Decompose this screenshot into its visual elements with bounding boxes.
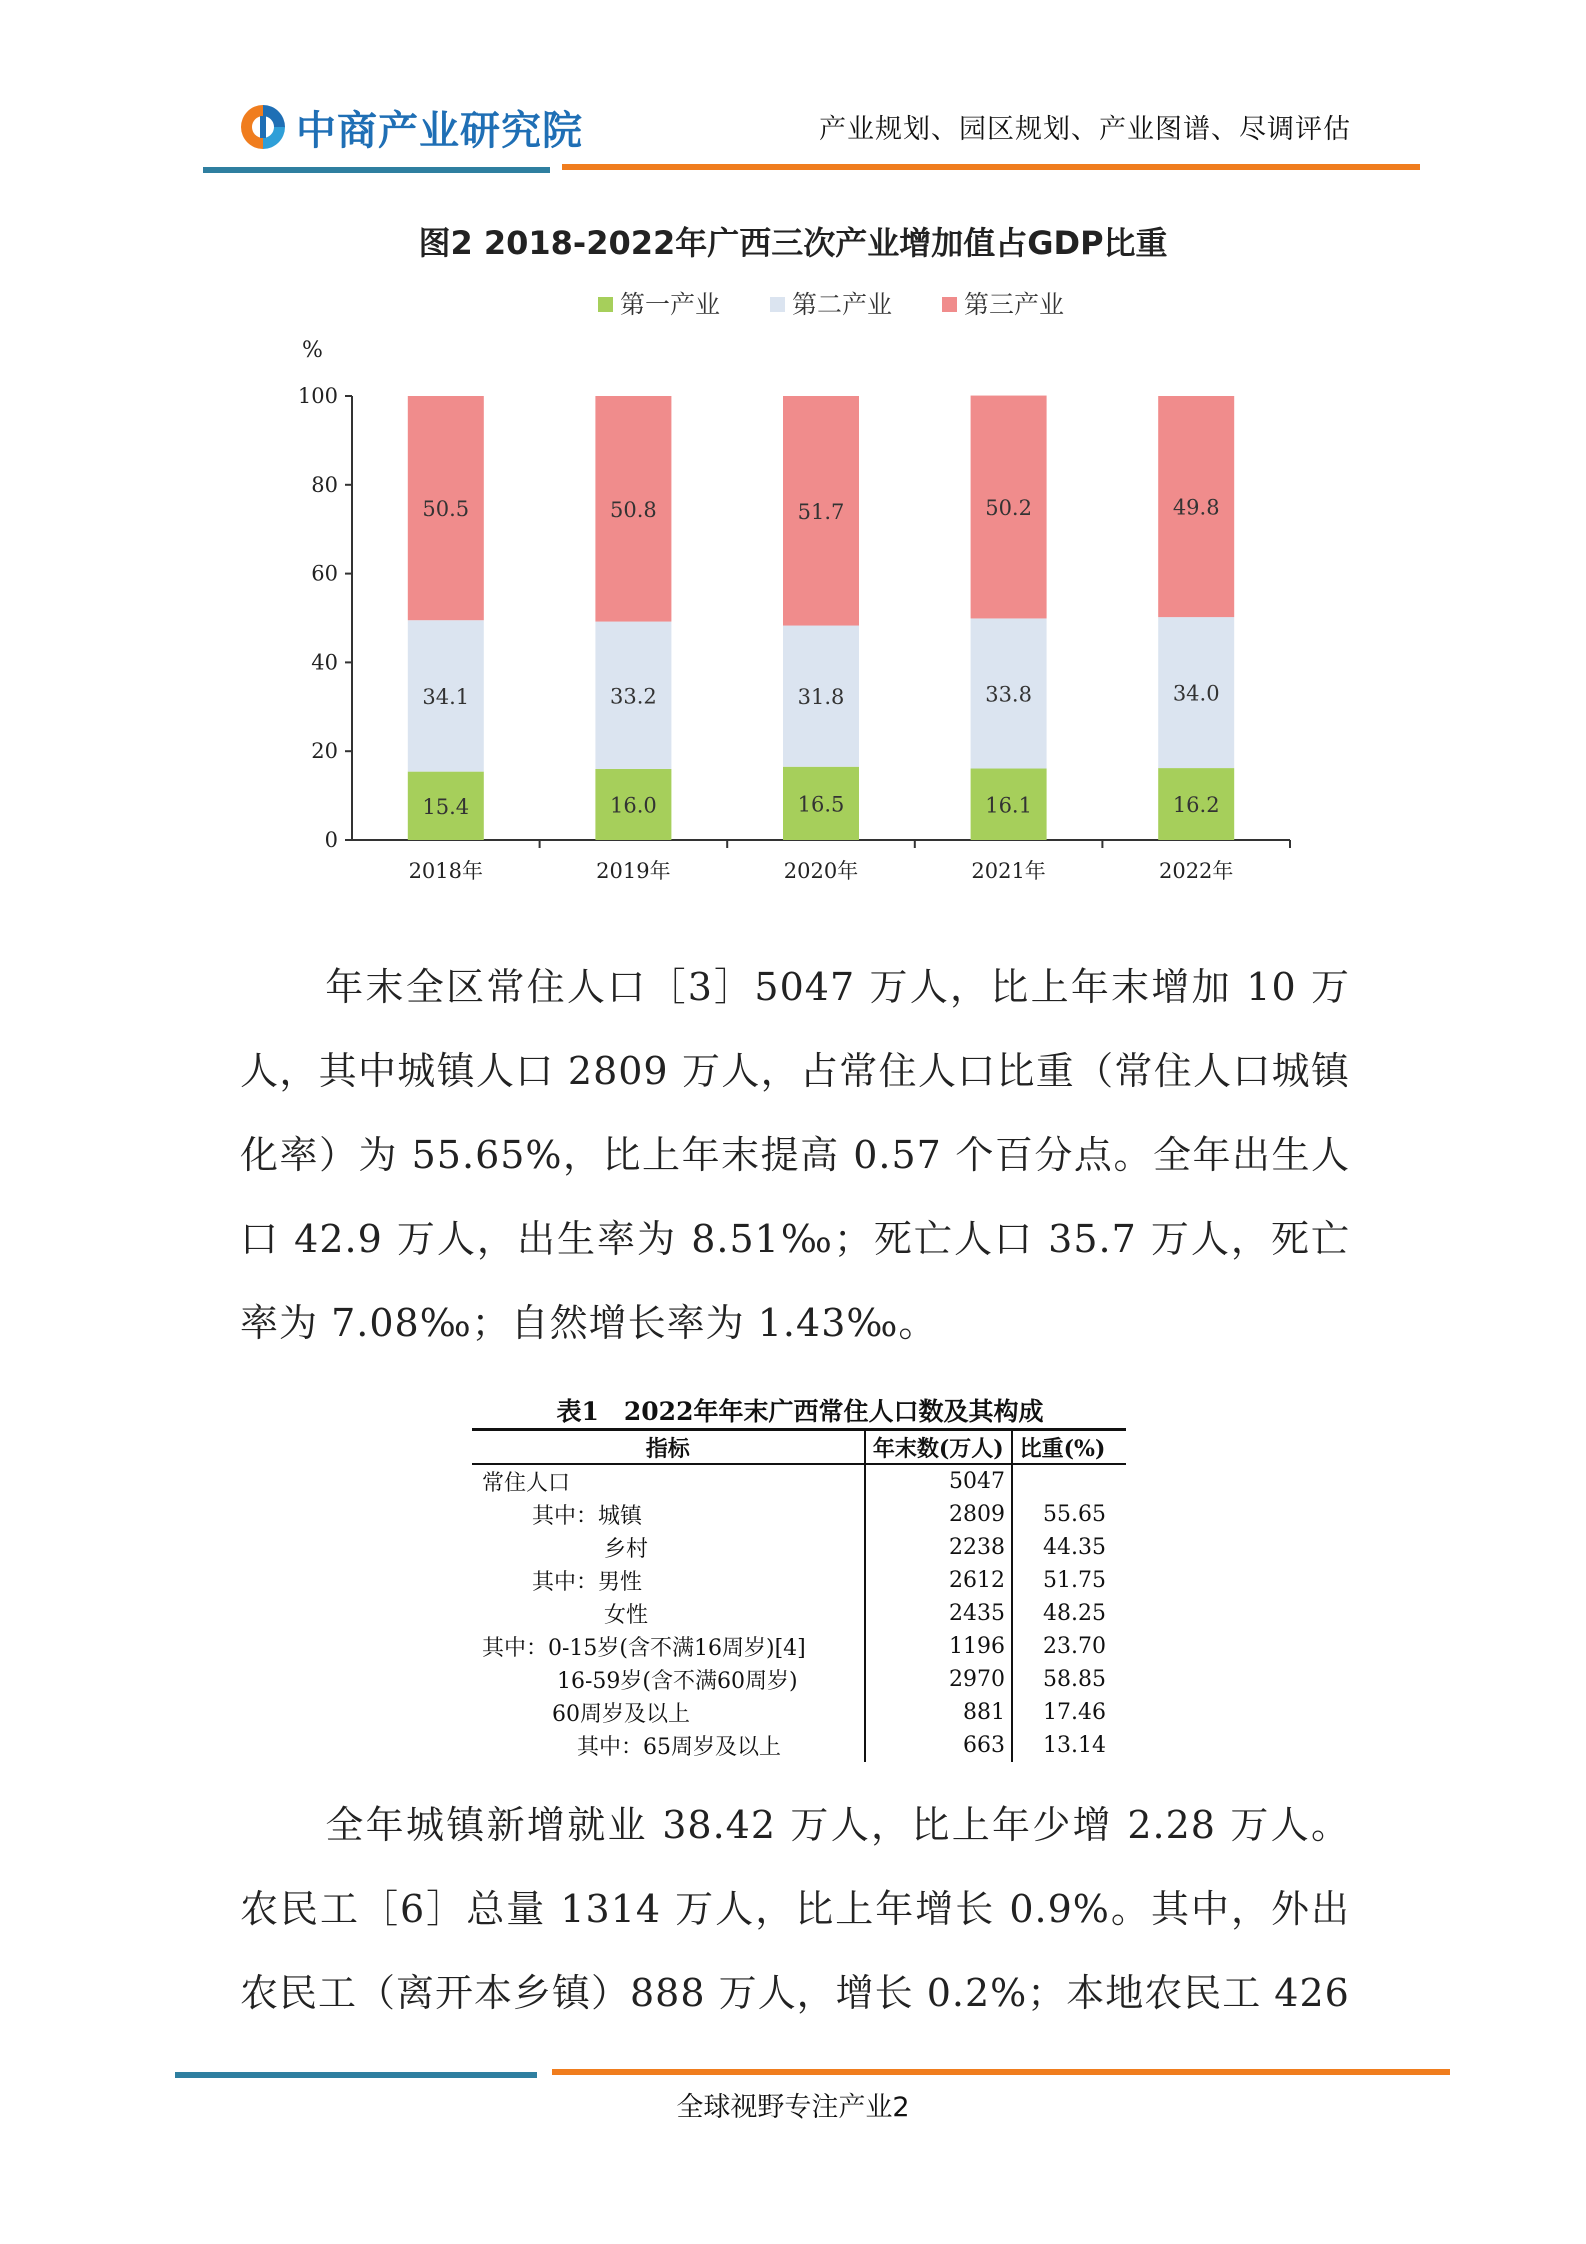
y-tick-label: 80: [311, 472, 338, 497]
row-name: 60周岁及以上: [472, 1696, 865, 1729]
row-pct: [1012, 1464, 1126, 1498]
row-name: 常住人口: [472, 1464, 865, 1498]
header-divider-orange: [562, 164, 1420, 170]
table-row: [472, 1597, 1126, 1630]
paragraph-population: [240, 945, 1350, 1365]
paragraph-text: 年末全区常住人口［3］5047 万人，比上年末增加 10 万人，其中城镇人口 2809 万人，占常住人口比重（常住人口城镇化率）为 55.65%，比上年末提高 0.57 个百分点。全年出生人口 42.9 万人，出生率为 8.51‰；死亡人口 35.7 万人，死亡率为 7.08‰；自然增长率为 1.43‰。: [240, 965, 1350, 1345]
bar-value-label: 50.8: [610, 497, 657, 522]
bar-value-label: 34.1: [422, 684, 470, 709]
logo: [238, 98, 583, 156]
row-value: 2809: [865, 1498, 1012, 1531]
row-pct: 13.14: [1043, 1733, 1106, 1758]
y-tick-label: 100: [297, 384, 338, 408]
row-value: 881: [865, 1696, 1012, 1729]
row-name: 16-59岁(含不满60周岁): [472, 1663, 865, 1696]
row-pct: 17.46: [1043, 1700, 1106, 1725]
page-header: [0, 0, 1586, 180]
row-pct: 51.75: [1043, 1568, 1106, 1593]
x-tick-label: 2021年: [971, 859, 1046, 883]
table-title: 表1 2022年年末广西常住人口数及其构成: [556, 1397, 1044, 1426]
bar-value-label: 50.5: [422, 497, 470, 522]
x-tick-label: 2022年: [1158, 859, 1234, 883]
row-pct: 44.35: [1043, 1535, 1106, 1560]
row-value: 2435: [865, 1597, 1012, 1630]
footer-divider-blue: [175, 2072, 537, 2078]
legend-swatch-3: [942, 297, 957, 312]
row-name: 其中：城镇: [472, 1498, 865, 1531]
table-row: [472, 1564, 1126, 1597]
paragraph-text: 全年城镇新增就业 38.42 万人，比上年少增 2.28 万人。农民工［6］总量 1314 万人，比上年增长 0.9%。其中，外出农民工（离开本乡镇）888 万人，增长 0.2%；本地农民工 426: [240, 1803, 1350, 2015]
table-header-indicator: 指标: [472, 1430, 865, 1465]
y-tick-label: 40: [311, 650, 338, 675]
chart-svg: [280, 280, 1310, 900]
legend-label-3: 第三产业: [964, 290, 1065, 319]
y-unit-label: %: [302, 338, 323, 363]
bar-value-label: 16.5: [797, 792, 845, 817]
table-header-value: 年末数(万人): [865, 1430, 1012, 1465]
legend-swatch-1: [598, 297, 613, 312]
row-pct: 23.70: [1043, 1634, 1106, 1659]
bar-value-label: 31.8: [797, 685, 845, 710]
table-header-row: [472, 1430, 1126, 1465]
y-tick-label: 60: [311, 561, 338, 586]
row-value: 2238: [865, 1531, 1012, 1564]
y-tick-label: 20: [311, 739, 338, 764]
bar-value-label: 34.0: [1172, 681, 1220, 706]
row-name: 乡村: [472, 1531, 865, 1564]
bar-value-label: 50.2: [985, 496, 1032, 520]
footer-divider-orange: [552, 2069, 1450, 2075]
bar-value-label: 16.1: [985, 793, 1032, 818]
bar-value-label: 16.2: [1172, 793, 1220, 818]
paragraph-employment: [240, 1783, 1350, 2035]
header-tagline: 产业规划、园区规划、产业图谱、尽调评估: [819, 114, 1351, 145]
row-name: 其中：男性: [472, 1564, 865, 1597]
bar-value-label: 33.2: [610, 684, 657, 709]
table-row: [472, 1498, 1126, 1531]
table-header-pct: 比重(%): [1012, 1430, 1126, 1465]
row-name: 其中：65周岁及以上: [472, 1729, 865, 1762]
table-row: [472, 1696, 1126, 1729]
bar-value-label: 33.8: [985, 682, 1032, 707]
table-row: [472, 1663, 1126, 1696]
y-tick-label: 0: [324, 828, 338, 852]
x-tick-label: 2020年: [783, 859, 859, 883]
row-pct: 48.25: [1043, 1601, 1106, 1626]
row-pct: 55.65: [1043, 1502, 1106, 1527]
population-table: [472, 1428, 1126, 1762]
x-tick-label: 2019年: [596, 859, 671, 883]
logo-text: 中商产业研究院: [296, 107, 583, 154]
row-value: 5047: [865, 1464, 1012, 1498]
legend-swatch-2: [770, 297, 785, 312]
table-row: [472, 1729, 1126, 1762]
bar-value-label: 15.4: [422, 794, 470, 819]
row-value: 2612: [865, 1564, 1012, 1597]
chart: [280, 280, 1310, 900]
bar-value-label: 16.0: [610, 793, 657, 818]
legend-label-1: 第一产业: [620, 290, 721, 319]
logo-icon: [238, 102, 288, 152]
row-value: 1196: [865, 1630, 1012, 1663]
row-value: 2970: [865, 1663, 1012, 1696]
bar-value-label: 51.7: [797, 499, 845, 524]
x-tick-label: 2018年: [408, 859, 484, 883]
legend-label-2: 第二产业: [792, 290, 893, 319]
row-name: 其中：0-15岁(含不满16周岁)[4]: [472, 1630, 865, 1663]
footer-text: 全球视野专注产业2: [676, 2092, 910, 2123]
header-divider-blue: [203, 167, 550, 173]
bar-value-label: 49.8: [1172, 495, 1220, 520]
row-name: 女性: [472, 1597, 865, 1630]
row-value: 663: [865, 1729, 1012, 1762]
table-row: [472, 1531, 1126, 1564]
chart-title: 图2 2018-2022年广西三次产业增加值占GDP比重: [418, 224, 1168, 262]
table-row: [472, 1630, 1126, 1663]
table-row: [472, 1464, 1126, 1498]
row-pct: 58.85: [1043, 1667, 1106, 1692]
